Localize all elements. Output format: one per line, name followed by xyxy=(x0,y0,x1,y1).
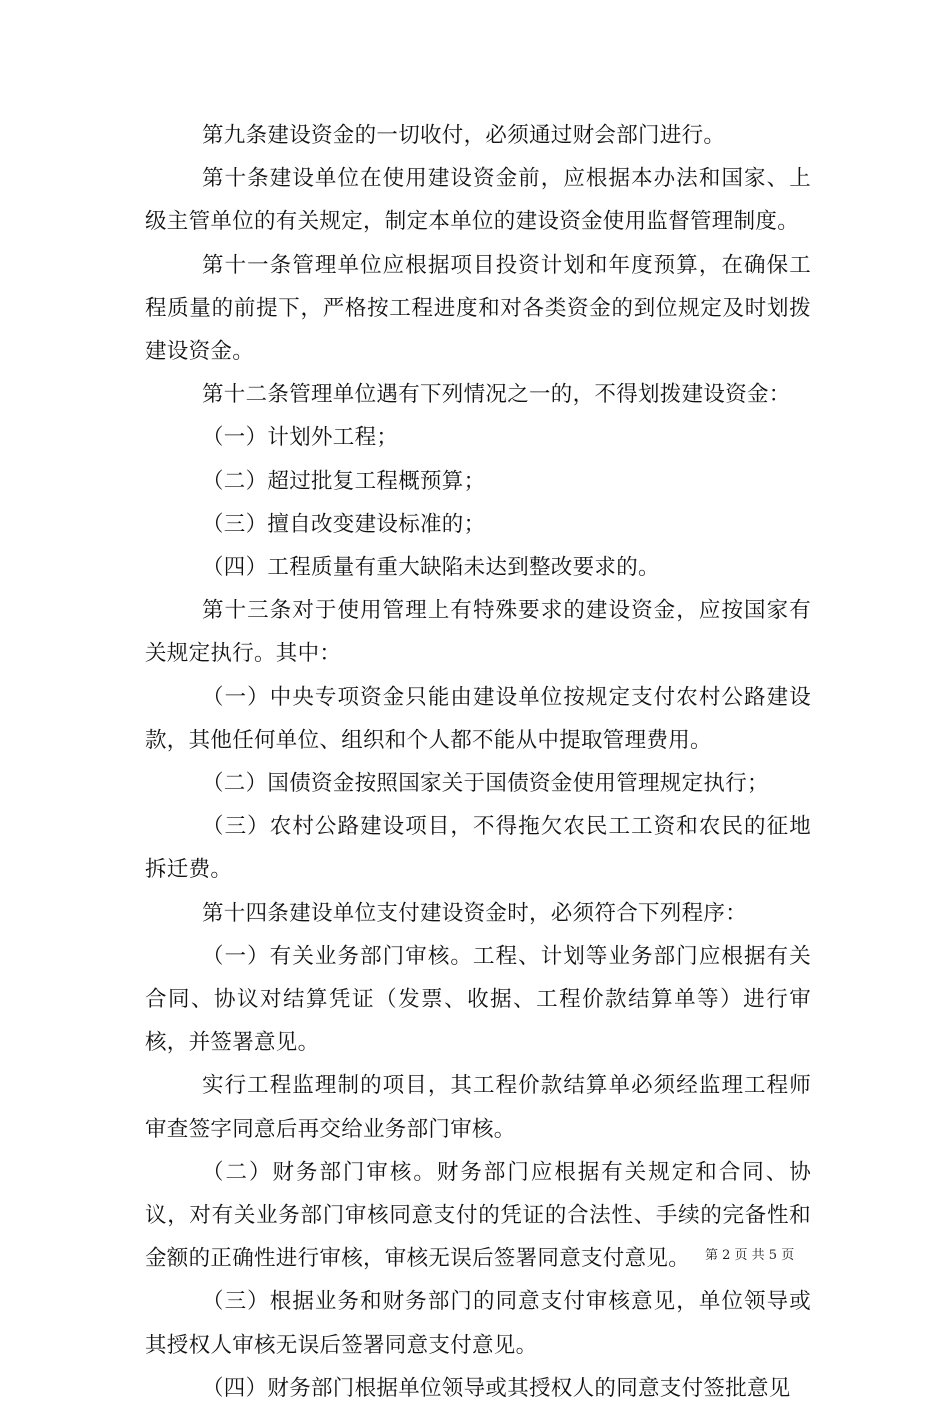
article-12-item-1: （一）计划外工程； xyxy=(202,425,399,451)
document-body xyxy=(145,114,811,1410)
article-14-item-1-note: 实行工程监理制的项目，其工程价款结算单必须经监理工程师审查签字同意后再交给业务部门审核。 xyxy=(145,1073,811,1142)
article-13-item-1: （一）中央专项资金只能由建设单位按规定支付农村公路建设款，其他任何单位、组织和个人都不能从中提取管理费用。 xyxy=(145,684,811,753)
article-13-item-3: （三）农村公路建设项目，不得拖欠农民工工资和农民的征地拆迁费。 xyxy=(145,814,811,883)
article-11: 第十一条管理单位应根据项目投资计划和年度预算，在确保工程质量的前提下，严格按工程进度和对各类资金的到位规定及时划拨建设资金。 xyxy=(145,252,811,365)
article-10: 第十条建设单位在使用建设资金前，应根据本办法和国家、上级主管单位的有关规定，制定本单位的建设资金使用监督管理制度。 xyxy=(145,166,811,235)
article-12-item-2: （二）超过批复工程概预算； xyxy=(202,468,486,494)
article-14-item-3: （三）根据业务和财务部门的同意支付审核意见，单位领导或其授权人审核无误后签署同意支付意见。 xyxy=(145,1289,811,1358)
article-14-item-2: （二）财务部门审核。财务部门应根据有关规定和合同、协议，对有关业务部门审核同意支付的凭证的合法性、手续的完备性和金额的正确性进行审核，审核无误后签署同意支付意见。 xyxy=(145,1159,811,1272)
article-12-item-3: （三）擅自改变建设标准的； xyxy=(202,511,486,537)
article-13: 第十三条对于使用管理上有特殊要求的建设资金，应按国家有关规定执行。其中： xyxy=(145,598,811,667)
article-9: 第九条建设资金的一切收付，必须通过财会部门进行。 xyxy=(202,123,726,148)
article-12: 第十二条管理单位遇有下列情况之一的，不得划拨建设资金： xyxy=(202,382,791,408)
article-13-item-2: （二）国债资金按照国家关于国债资金使用管理规定执行； xyxy=(202,771,769,797)
article-12-item-4: （四）工程质量有重大缺陷未达到整改要求的。 xyxy=(202,555,660,581)
page-number-footer: 第 2 页 共 5 页 xyxy=(705,1248,795,1263)
article-14: 第十四条建设单位支付建设资金时，必须符合下列程序： xyxy=(202,900,748,926)
article-14-item-4: （四）财务部门根据单位领导或其授权人的同意支付签批意见 xyxy=(202,1375,791,1401)
article-14-item-1: （一）有关业务部门审核。工程、计划等业务部门应根据有关合同、协议对结算凭证（发票、收据、工程价款结算单等）进行审核，并签署意见。 xyxy=(145,943,811,1056)
